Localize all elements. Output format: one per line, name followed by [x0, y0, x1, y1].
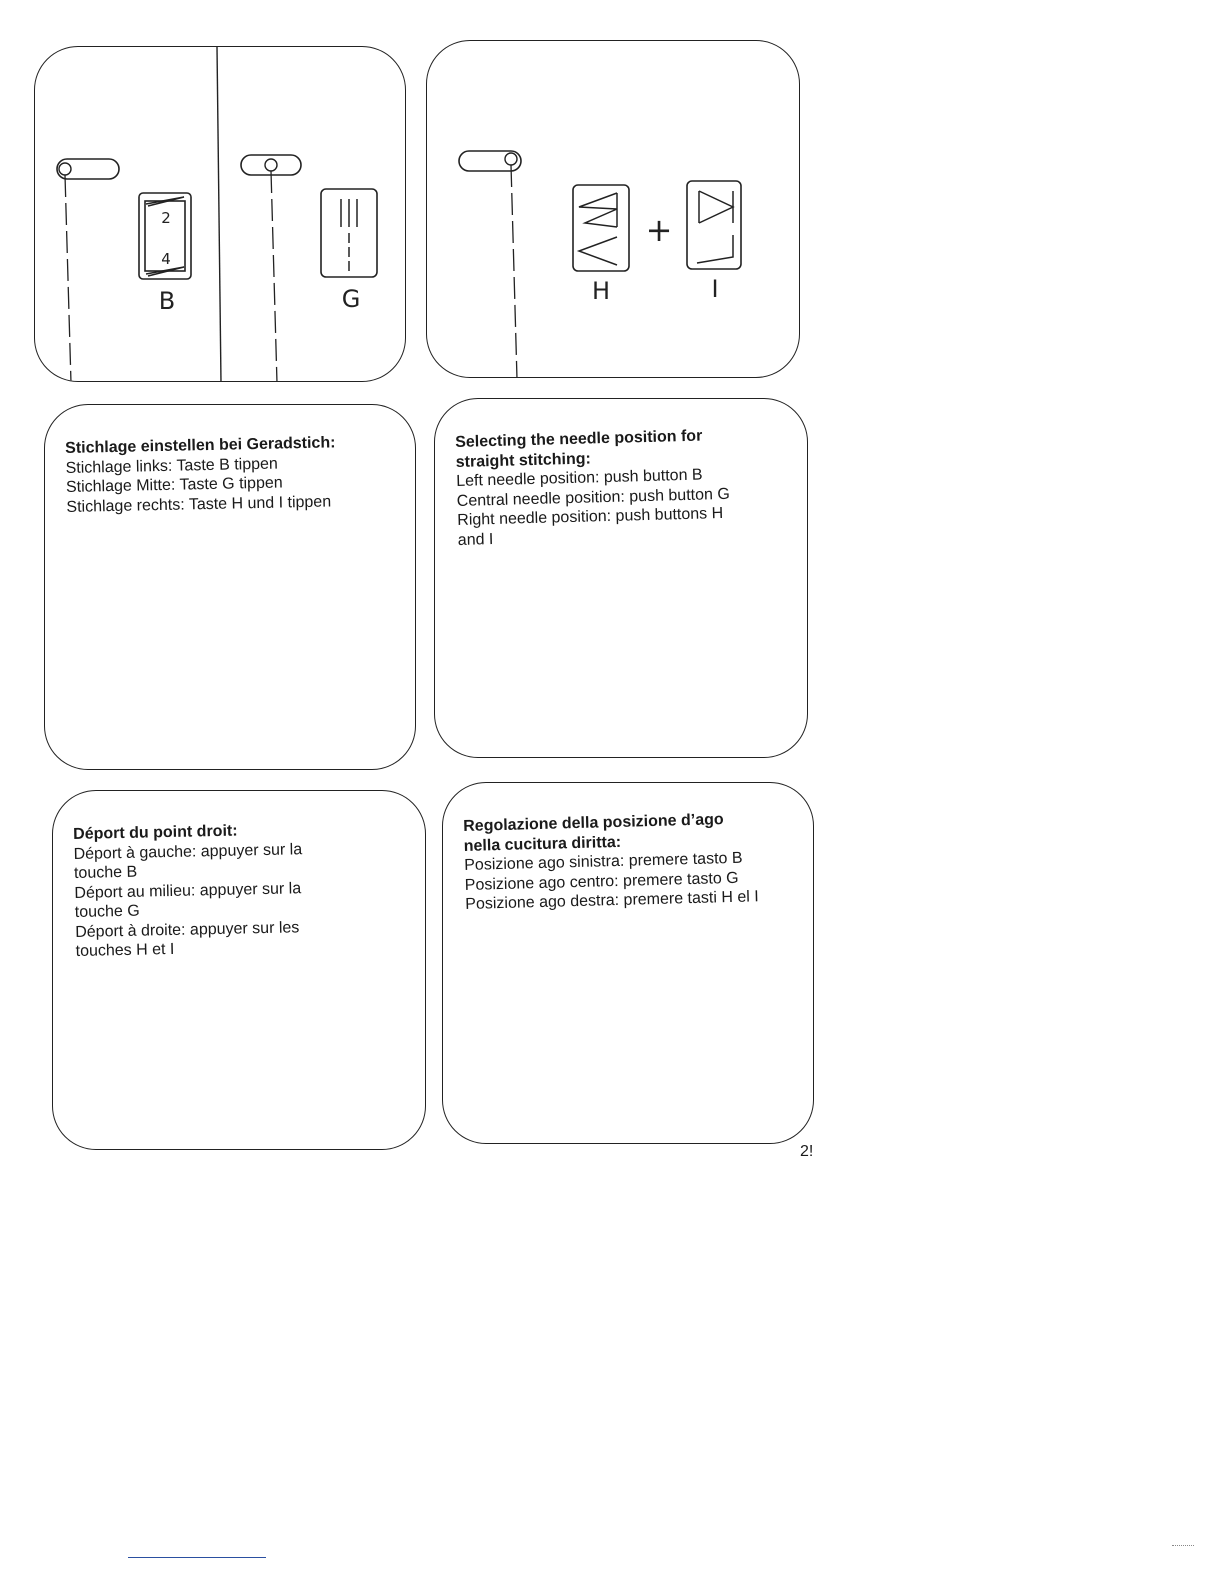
instruction-panel-english	[434, 398, 808, 758]
english-line: Central needle position: push button G	[456, 485, 730, 510]
button-i-icon	[687, 181, 741, 269]
english-line: Left needle position: push button B	[456, 466, 703, 490]
french-line: touches H et I	[75, 940, 175, 960]
page-number: 2!	[800, 1143, 814, 1160]
needle-position-diagram-right	[427, 41, 800, 378]
french-line: Déport au milieu: appuyer sur la	[74, 879, 302, 902]
german-heading: Stichlage einstellen bei Geradstich:	[65, 434, 336, 457]
button-g-icon	[321, 189, 377, 277]
button-i-label: I	[711, 275, 719, 303]
button-h-icon	[573, 185, 629, 271]
italian-heading: Regolazione della posizione d’ago	[463, 811, 724, 835]
needle-slot-icon	[57, 159, 119, 179]
svg-text:4: 4	[161, 250, 171, 268]
german-line: Stichlage rechts: Taste H und I tippen	[66, 492, 332, 516]
button-b-label: B	[158, 287, 176, 315]
french-line: Déport à droite: appuyer sur les	[75, 918, 300, 941]
italian-line: Posizione ago destra: premere tasti H el I	[465, 888, 759, 913]
english-line: Right needle position: push buttons H	[457, 505, 724, 529]
plus-sign: +	[645, 211, 673, 249]
button-h-label: H	[591, 277, 611, 305]
figure-panel-right	[426, 40, 800, 378]
italian-heading: nella cucitura diritta:	[463, 833, 622, 855]
button-g-label: G	[341, 285, 361, 313]
footer-rule	[128, 1557, 266, 1558]
french-line: Déport à gauche: appuyer sur la	[73, 840, 303, 863]
instruction-panel-german	[44, 404, 416, 770]
french-text	[73, 818, 408, 961]
english-heading: Selecting the needle position for	[455, 427, 703, 451]
figure-panel-left	[34, 46, 406, 382]
italian-line: Posizione ago centro: premere tasto G	[464, 869, 739, 894]
english-text	[455, 424, 790, 550]
svg-text:2: 2	[161, 209, 171, 227]
german-line: Stichlage links: Taste B tippen	[65, 455, 279, 477]
needle-position-diagram-left	[35, 47, 406, 382]
instruction-panel-italian	[442, 782, 814, 1144]
english-heading: straight stitching:	[455, 449, 592, 471]
button-b-icon	[139, 193, 191, 279]
german-line: Stichlage Mitte: Taste G tippen	[65, 474, 283, 496]
italian-line: Posizione ago sinistra: premere tasto B	[464, 849, 743, 874]
french-line: touche G	[74, 902, 140, 921]
french-heading: Déport du point droit:	[73, 822, 238, 843]
german-text	[65, 432, 397, 517]
footer-mark	[1172, 1545, 1194, 1547]
french-line: touche B	[73, 863, 138, 882]
instruction-panel-french	[52, 790, 426, 1150]
italian-text	[463, 808, 795, 914]
english-line: and I	[457, 530, 494, 549]
